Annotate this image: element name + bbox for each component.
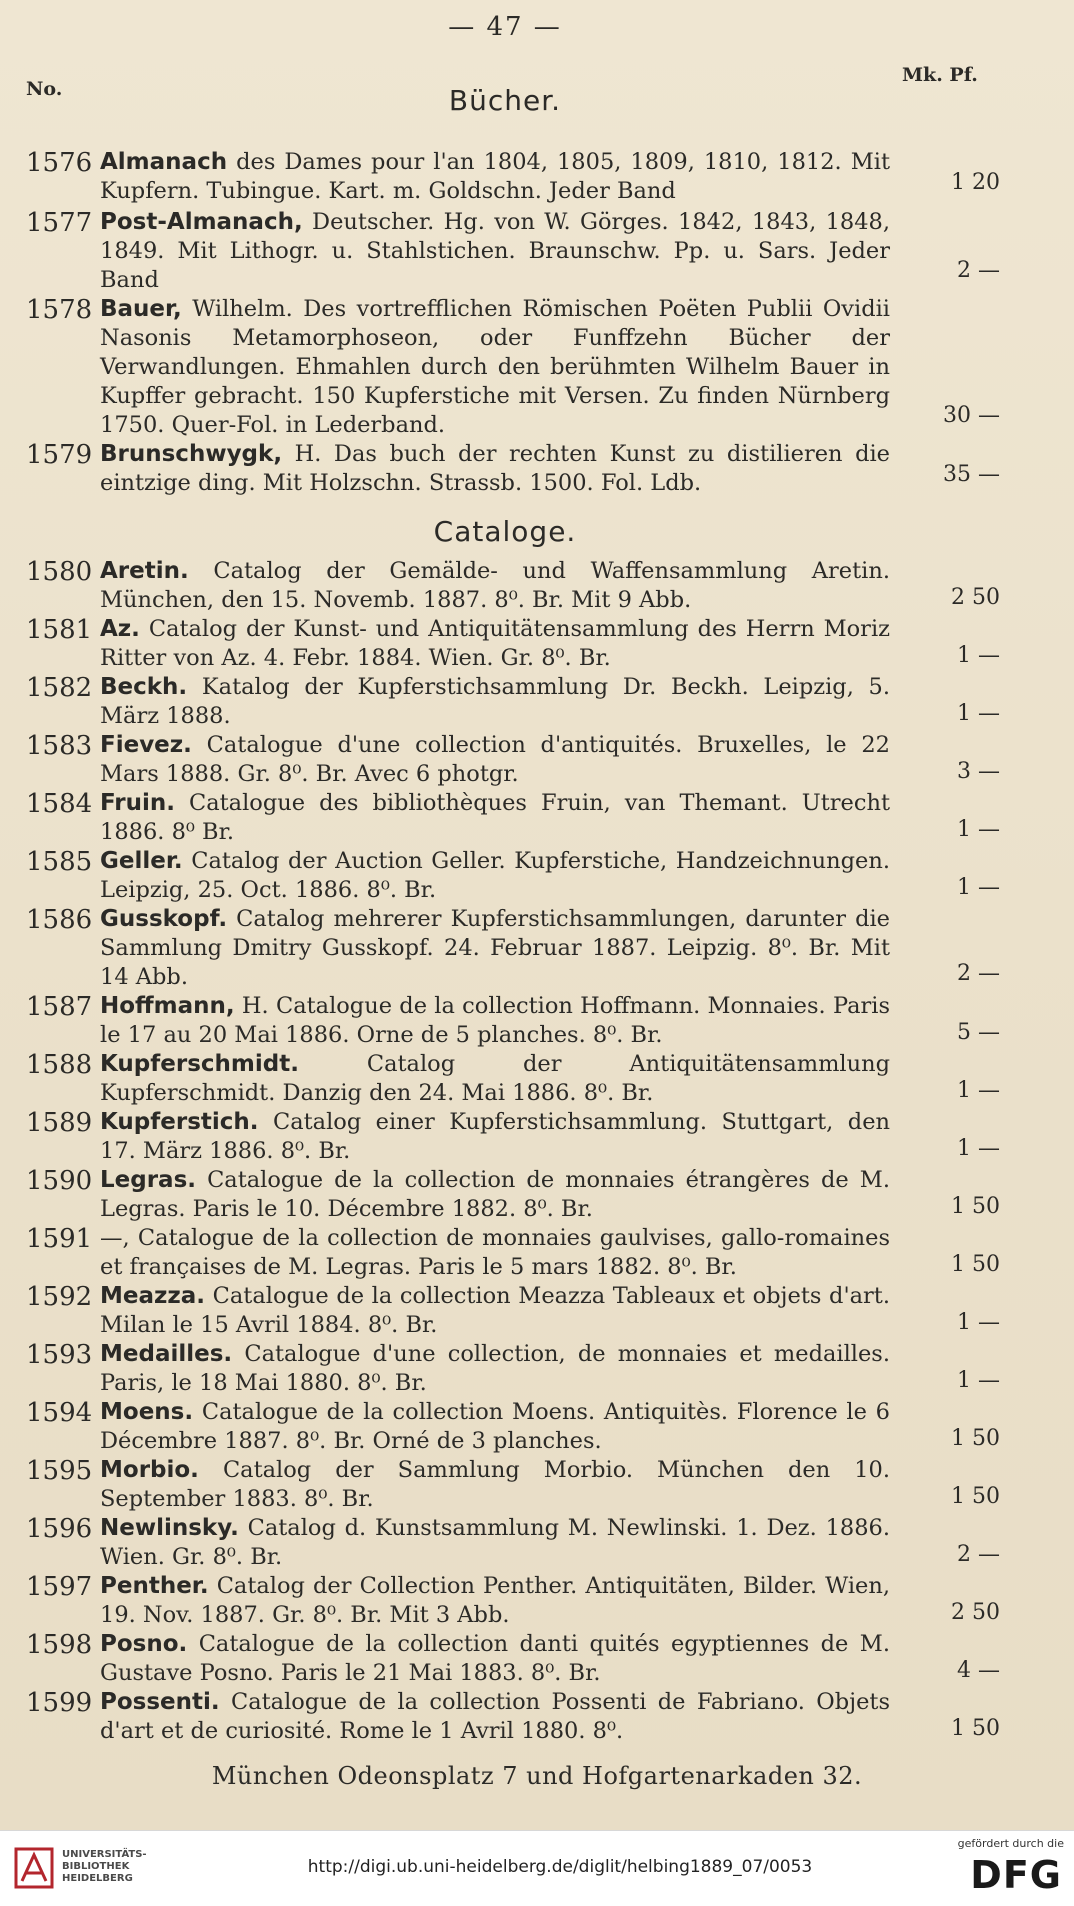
entry-price: 1 50 [951,1252,1000,1277]
entry-price: 1 — [957,1078,1000,1103]
entry-name: Meazza. [100,1283,206,1309]
section-title-buecher: Bücher. [448,84,562,117]
entry-name: Kupferstich. [100,1109,259,1135]
section-title-cataloge: Cataloge. [433,515,577,548]
entry-description: Catalogue de la collection Possenti de Fabriano. Objets d'art et de curiosité. Rome le 1 Avril 1880. 8⁰. [100,1689,890,1744]
entry-price: 30 — [943,403,1000,428]
entry-number: 1586 [26,905,93,935]
entry-number: 1598 [26,1630,93,1660]
entry-price: 1 — [957,701,1000,726]
entry-text [100,615,890,673]
entry-number: 1584 [26,789,93,819]
entry-number: 1585 [26,847,93,877]
entry-text [100,731,890,789]
entry-description: des Dames pour l'an 1804, 1805, 1809, 1810, 1812. Mit Kupfern. Tubingue. Kart. m. Goldschn. Jeder Band [100,149,890,204]
entry-price: 2 — [957,1542,1000,1567]
entry-description: Katalog der Kupferstichsammlung Dr. Beckh. Leipzig, 5. März 1888. [100,674,890,729]
column-header-number: No. [26,78,63,100]
publisher-address: München Odeonsplatz 7 und Hofgartenarkaden 32. [211,1762,863,1790]
entry-number: 1579 [26,440,93,470]
entry-name: Gusskopf. [100,906,228,932]
permalink-url[interactable]: http://digi.ub.uni-heidelberg.de/diglit/helbing1889_07/0053 [307,1857,813,1877]
entry-price: 1 — [957,1310,1000,1335]
entry-description: Catalog der Antiquitätensammlung Kupferschmidt. Danzig den 24. Mai 1886. 8⁰. Br. [100,1051,890,1106]
entry-name: Az. [100,616,140,642]
entry-number: 1597 [26,1572,93,1602]
entry-name: Kupferschmidt. [100,1051,299,1077]
entry-description: Catalogue de la collection Moens. Antiquitès. Florence le 6 Décembre 1887. 8⁰. Br. Orné de 3 planches. [100,1399,890,1454]
entry-description: Catalogue d'une collection d'antiquités. Bruxelles, le 22 Mars 1888. Gr. 8⁰. Br. Avec 6 photgr. [100,732,890,787]
entry-price: 1 — [957,817,1000,842]
entry-price: 35 — [943,462,1000,487]
entry-description: H. Das buch der rechten Kunst zu distilieren die eintzige ding. Mit Holzschn. Strassb. 1500. Fol. Ldb. [100,441,890,496]
entry-text [100,208,890,295]
entry-text [100,557,890,615]
entry-description: Wilhelm. Des vortrefflichen Römischen Poëten Publii Ovidii Nasonis Metamorphoseon, oder Funffzehn Bücher der Verwandlungen. Ehmahlen durch den berühmten Wilhelm Bauer in Kupffer gebracht. 150 Kupferstiche mit Versen. Zu finden Nürnberg 1750. Quer-Fol. in Lederband. [100,296,890,438]
entry-number: 1587 [26,992,93,1022]
entry-description: —, Catalogue de la collection de monnaies gaulvises, gallo-romaines et françaises de M. Legras. Paris le 5 mars 1882. 8⁰. Br. [100,1225,890,1280]
library-name [62,1849,147,1885]
entry-price: 1 — [957,875,1000,900]
entry-price: 4 — [957,1658,1000,1683]
entry-price: 1 50 [951,1194,1000,1219]
entry-price: 2 — [957,258,1000,283]
entry-name: Post-Almanach, [100,209,303,235]
entry-description: Catalog der Sammlung Morbio. München den 10. September 1883. 8⁰. Br. [100,1457,890,1512]
entry-text [100,673,890,731]
entry-price: 1 — [957,643,1000,668]
entry-price: 1 — [957,1368,1000,1393]
library-logo-icon [14,1845,54,1891]
entry-text [100,440,890,498]
entry-number: 1590 [26,1166,93,1196]
entry-name: Moens. [100,1399,194,1425]
entry-text [100,905,890,992]
entry-description: H. Catalogue de la collection Hoffmann. Monnaies. Paris le 17 au 20 Mai 1886. Orne de 5 planches. 8⁰. Br. [100,993,890,1048]
entry-number: 1580 [26,557,93,587]
entry-description: Catalog der Collection Penther. Antiquitäten, Bilder. Wien, 19. Nov. 1887. Gr. 8⁰. Br. Mit 3 Abb. [100,1573,890,1628]
entry-price: 1 50 [951,1716,1000,1741]
entry-number: 1594 [26,1398,93,1428]
entry-number: 1591 [26,1224,93,1254]
entry-name: Almanach [100,149,228,175]
library-name-line: HEIDELBERG [62,1873,133,1884]
column-header-price: Mk. Pf. [902,64,978,86]
entry-number: 1595 [26,1456,93,1486]
entry-text [100,1398,890,1456]
entry-text [100,295,890,440]
entry-price: 2 50 [951,585,1000,610]
entry-price: 5 — [957,1020,1000,1045]
entry-text [100,1456,890,1514]
entry-price: 3 — [957,759,1000,784]
entry-text [100,847,890,905]
entry-description: Catalogue des bibliothèques Fruin, van Themant. Utrecht 1886. 8⁰ Br. [100,790,890,845]
entry-number: 1593 [26,1340,93,1370]
entry-name: Fruin. [100,790,175,816]
entry-number: 1581 [26,615,93,645]
entry-number: 1582 [26,673,93,703]
entry-text [100,1340,890,1398]
entry-number: 1583 [26,731,93,761]
entry-description: Catalog d. Kunstsammlung M. Newlinski. 1. Dez. 1886. Wien. Gr. 8⁰. Br. [100,1515,890,1570]
entry-description: Catalogue d'une collection, de monnaies et medailles. Paris, le 18 Mai 1880. 8⁰. Br. [100,1341,890,1396]
entry-name: Legras. [100,1167,197,1193]
entry-description: Catalog der Gemälde- und Waffensammlung Aretin. München, den 15. Novemb. 1887. 8⁰. Br. Mit 9 Abb. [100,558,890,613]
entry-description: Catalogue de la collection Meazza Tableaux et objets d'art. Milan le 15 Avril 1884. 8⁰. Br. [100,1283,890,1338]
entry-name: Brunschwygk, [100,441,283,467]
entry-price: 1 20 [951,170,1000,195]
entry-name: Geller. [100,848,183,874]
entry-text [100,1050,890,1108]
entry-description: Catalog einer Kupferstichsammlung. Stuttgart, den 17. März 1886. 8⁰. Br. [100,1109,890,1164]
entry-name: Morbio. [100,1457,199,1483]
entry-number: 1599 [26,1688,93,1718]
entry-number: 1577 [26,208,93,238]
entry-name: Posno. [100,1631,188,1657]
library-name-line: UNIVERSITÄTS- [62,1849,147,1860]
entry-name: Newlinsky. [100,1515,239,1541]
entry-name: Penther. [100,1573,209,1599]
entry-text [100,1108,890,1166]
entry-name: Beckh. [100,674,188,700]
viewer-footer [0,1830,1074,1906]
entry-description: Catalog der Auction Geller. Kupferstiche, Handzeichnungen. Leipzig, 25. Oct. 1886. 8⁰. Br. [100,848,890,903]
entry-text [100,1688,890,1746]
funded-by-label: gefördert durch die [957,1837,1064,1850]
entry-number: 1578 [26,295,93,325]
entry-price: 1 — [957,1136,1000,1161]
dfg-logo: DFG [970,1853,1062,1897]
entry-price: 1 50 [951,1484,1000,1509]
entry-price: 1 50 [951,1426,1000,1451]
entry-text [100,1514,890,1572]
page-number: — 47 — [448,12,562,42]
entry-number: 1592 [26,1282,93,1312]
entry-number: 1589 [26,1108,93,1138]
entry-text [100,1282,890,1340]
entry-number: 1576 [26,148,93,178]
entry-description: Deutscher. Hg. von W. Görges. 1842, 1843, 1848, 1849. Mit Lithogr. u. Stahlstichen. Braunschw. Pp. u. Sars. Jeder Band [100,209,890,293]
entry-text [100,789,890,847]
entry-name: Medailles. [100,1341,233,1367]
entry-text [100,1630,890,1688]
library-name-line: BIBLIOTHEK [62,1861,130,1872]
entry-name: Possenti. [100,1689,220,1715]
entry-name: Aretin. [100,558,189,584]
entry-text [100,992,890,1050]
entry-number: 1596 [26,1514,93,1544]
entry-description: Catalog mehrerer Kupferstichsammlungen, darunter die Sammlung Dmitry Gusskopf. 24. Februar 1887. Leipzig. 8⁰. Br. Mit 14 Abb. [100,906,890,990]
entry-text [100,148,890,206]
entry-description: Catalogue de la collection danti quités egyptiennes de M. Gustave Posno. Paris le 21 Mai 1883. 8⁰. Br. [100,1631,890,1686]
entry-description: Catalogue de la collection de monnaies étrangères de M. Legras. Paris le 10. Décembre 1882. 8⁰. Br. [100,1167,890,1222]
entry-name: Hoffmann, [100,993,235,1019]
entry-price: 2 50 [951,1600,1000,1625]
entry-name: Bauer, [100,296,182,322]
entry-description: Catalog der Kunst- und Antiquitätensammlung des Herrn Moriz Ritter von Az. 4. Febr. 1884. Wien. Gr. 8⁰. Br. [100,616,890,671]
entry-price: 2 — [957,961,1000,986]
entry-number: 1588 [26,1050,93,1080]
entry-name: Fievez. [100,732,192,758]
entry-text [100,1166,890,1224]
entry-text [100,1572,890,1630]
entry-text [100,1224,890,1282]
